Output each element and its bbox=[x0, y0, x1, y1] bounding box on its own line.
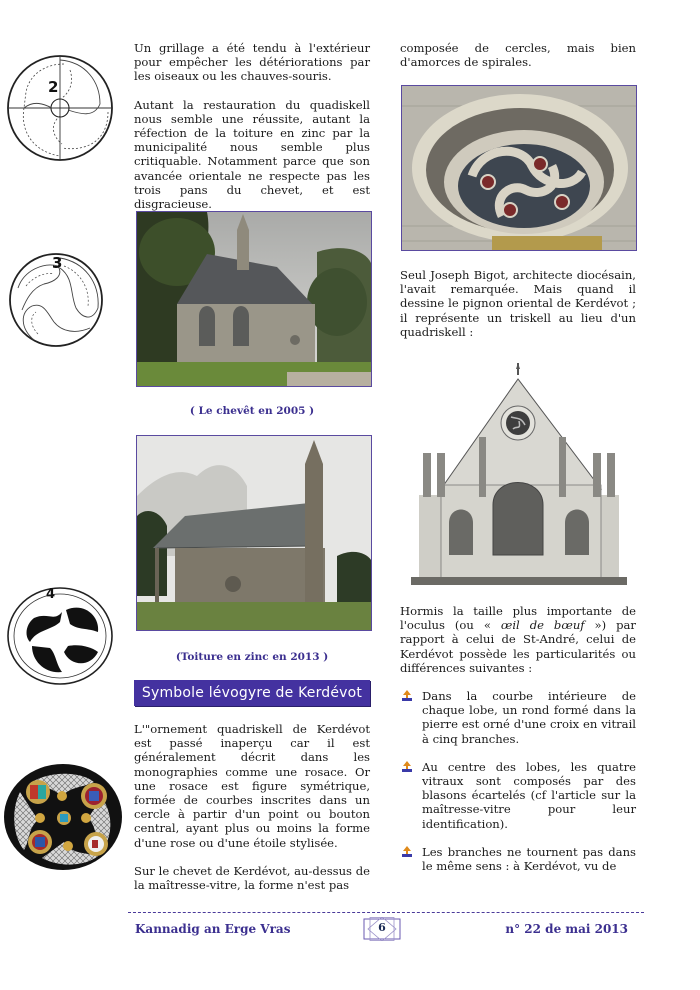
left-column-section bbox=[134, 722, 370, 906]
bullet-text: Les branches ne tournent pas dans le même sens : à Kerdévot, vu de bbox=[422, 844, 636, 874]
fig4-label: 4 bbox=[46, 587, 56, 602]
paragraph-grillage: Un grillage a été tendu à l'extérieur pour empêcher les détériorations par les oiseaux ou les chauves-souris. bbox=[134, 41, 370, 84]
right-column-top bbox=[400, 41, 636, 83]
quadriskell-diagram-2 bbox=[4, 52, 116, 164]
bullet-text: Dans la courbe intérieure de chaque lobe, un rond formé dans la pierre est orné d'une croix en vitrail à cinq branches. bbox=[422, 689, 636, 746]
oeil-de-boeuf-italic: œil de bœuf bbox=[500, 618, 585, 633]
stained-glass-quadriskell-photo bbox=[2, 762, 124, 872]
arrow-bullet-icon bbox=[402, 690, 412, 702]
paragraph-chevet: Sur le chevet de Kerdévot, au-dessus de la maîtresse-vitre, la forme n'est pas bbox=[134, 863, 370, 893]
list-item bbox=[400, 845, 636, 873]
right-column-bigot bbox=[400, 268, 636, 353]
right-column-bullets bbox=[400, 604, 636, 887]
arrow-bullet-icon bbox=[402, 761, 412, 773]
footer-divider bbox=[128, 912, 644, 913]
photo-toiture-2013 bbox=[136, 435, 372, 631]
paragraph-bigot: Seul Joseph Bigot, architecte diocésain, l'avait remarquée. Mais quand il dessine le pignon oriental de Kerdévot ; il représente un triskell au lieu d'un quadriskell : bbox=[400, 268, 636, 339]
caption-chevet-2005: ( Le chevêt en 2005 ) bbox=[189, 405, 315, 417]
list-item bbox=[400, 760, 636, 831]
section-heading: Symbole lévogyre de Kerdévot bbox=[134, 680, 370, 706]
hormis-text-after: ») par rapport à celui de St-André, celui de Kerdévot possède les particularités ou différences suivantes : bbox=[400, 618, 636, 675]
photo-chevet-2005 bbox=[136, 211, 372, 387]
bullet-text: Au centre des lobes, les quatre vitraux sont composés par des blasons écartelés (cf l'article sur la maîtresse-vitre pour leur identification). bbox=[422, 759, 636, 831]
fig2-label: 2 bbox=[48, 78, 59, 96]
paragraph-hormis bbox=[400, 604, 636, 675]
page-number-badge bbox=[363, 917, 401, 941]
list-item bbox=[400, 689, 636, 746]
fig3-label: 3 bbox=[52, 254, 63, 272]
footer-issue: n° 22 de mai 2013 bbox=[505, 922, 628, 936]
paragraph-spirales: composée de cercles, mais bien d'amorces de spirales. bbox=[400, 41, 636, 70]
quadriskell-diagram-4 bbox=[4, 582, 116, 688]
paragraph-restauration: Autant la restauration du quadiskell nous semble une réussite, autant la réfection de la toiture en zinc par la municipalité nous semble plus critiquable. Notamment parce que son avancée orientale ne respecte pas les trois pans du chevet, et est disgracieuse. bbox=[134, 97, 370, 212]
triskell-diagram-3 bbox=[4, 248, 112, 348]
particularities-list bbox=[400, 689, 636, 873]
hormis-text-before: Hormis la taille plus importante de l'oculus (ou « bbox=[400, 604, 636, 633]
left-column bbox=[134, 41, 370, 225]
paragraph-ornement: L'"ornement quadriskell de Kerdévot est passé inaperçu car il est généralement décrit dans les monographies comme une rosace. Or une rosace est figure symétrique, formée de courbes inscrites dans un cercle à partir d'un point ou bouton central, ayant plus ou moins la forme d'une rose ou d'une étoile stylisée. bbox=[134, 722, 370, 850]
footer-publication-name: Kannadig an Erge Vras bbox=[135, 922, 291, 936]
photo-oculus-quadriskell bbox=[401, 85, 637, 251]
page-number: 6 bbox=[378, 921, 386, 934]
arrow-bullet-icon bbox=[402, 846, 412, 858]
drawing-pignon-oriental bbox=[401, 355, 637, 587]
caption-toiture-2013: (Toiture en zinc en 2013 ) bbox=[175, 651, 329, 663]
